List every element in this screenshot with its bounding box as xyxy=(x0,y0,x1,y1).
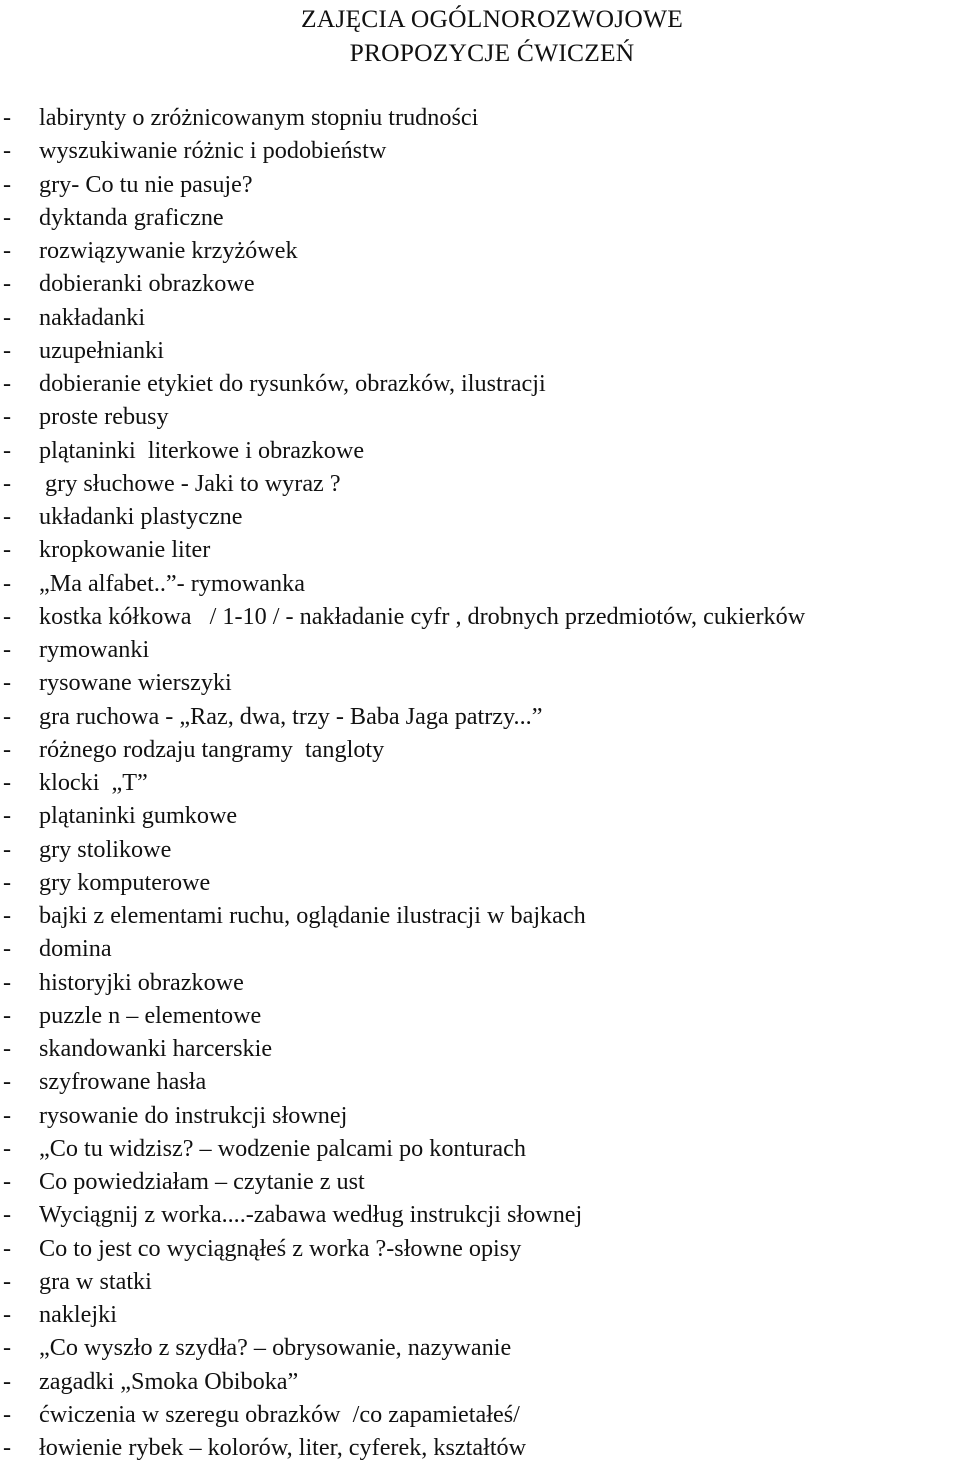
list-item-text: „Co wyszło z szydła? – obrysowanie, nazywanie xyxy=(39,1334,512,1362)
list-item-text: Wyciągnij z worka....-zabawa według instrukcji słownej xyxy=(39,1201,583,1229)
bullet-dash: - xyxy=(3,1301,12,1328)
bullet-dash: - xyxy=(3,835,12,863)
bullet-dash: - xyxy=(3,1367,12,1395)
list-item-text: układanki plastyczne xyxy=(39,503,243,530)
bullet-dash: - xyxy=(3,569,12,597)
bullet-dash: - xyxy=(3,1267,12,1295)
exercise-list xyxy=(0,101,960,1464)
bullet-dash: - xyxy=(3,270,12,298)
list-item xyxy=(0,1165,960,1198)
bullet-dash: - xyxy=(3,935,12,963)
bullet-dash: - xyxy=(3,968,12,996)
list-item-text: zagadki „Smoka Obiboka” xyxy=(39,1367,299,1395)
bullet-dash: - xyxy=(3,203,12,231)
list-item xyxy=(0,1431,960,1464)
list-item-text: labirynty o zróżnicowanym stopniu trudności xyxy=(39,104,479,131)
list-item-text: „Ma alfabet..”- rymowanka xyxy=(39,569,305,597)
list-item xyxy=(0,1331,960,1364)
list-item-text: rozwiązywanie krzyżówek xyxy=(39,237,298,264)
bullet-dash: - xyxy=(3,636,12,663)
list-item-text: rysowanie do instrukcji słownej xyxy=(39,1101,348,1129)
list-item-text: skandowanki harcerskie xyxy=(39,1035,273,1062)
bullet-dash: - xyxy=(3,137,12,165)
bullet-dash: - xyxy=(3,104,12,131)
bullet-dash: - xyxy=(3,1400,12,1428)
bullet-dash: - xyxy=(3,1001,12,1029)
bullet-dash: - xyxy=(3,503,12,530)
list-item xyxy=(0,400,960,433)
list-item-text: Co powiedziałam – czytanie z ust xyxy=(39,1168,365,1195)
list-item-text: gry słuchowe - Jaki to wyraz ? xyxy=(39,469,341,497)
bullet-dash: - xyxy=(3,170,12,198)
list-item-text: gra w statki xyxy=(39,1267,152,1295)
list-item xyxy=(0,267,960,300)
list-item xyxy=(0,966,960,999)
list-item xyxy=(0,334,960,367)
bullet-dash: - xyxy=(3,868,12,896)
list-item-text: puzzle n – elementowe xyxy=(39,1001,262,1029)
bullet-dash: - xyxy=(3,469,12,497)
list-item xyxy=(0,301,960,334)
list-item xyxy=(0,467,960,500)
list-item-text: wyszukiwanie różnic i podobieństw xyxy=(39,137,387,165)
list-item-text: gry- Co tu nie pasuje? xyxy=(39,170,253,198)
list-item xyxy=(0,168,960,201)
bullet-dash: - xyxy=(3,669,12,697)
list-item-text: różnego rodzaju tangramy tangloty xyxy=(39,735,385,763)
list-item-text: „Co tu widzisz? – wodzenie palcami po konturach xyxy=(39,1134,526,1162)
list-item-text: gry komputerowe xyxy=(39,868,211,896)
list-item-text: proste rebusy xyxy=(39,403,169,431)
list-item xyxy=(0,833,960,866)
list-item xyxy=(0,1398,960,1431)
bullet-dash: - xyxy=(3,1068,12,1096)
list-item xyxy=(0,1099,960,1132)
list-item-text: rymowanki xyxy=(39,636,150,663)
bullet-dash: - xyxy=(3,735,12,763)
list-item-text: kostka kółkowa / 1-10 / - nakładanie cyfr , drobnych przedmiotów, cukierków xyxy=(39,602,806,630)
bullet-dash: - xyxy=(3,602,12,630)
list-item-text: gry stolikowe xyxy=(39,835,172,863)
bullet-dash: - xyxy=(3,536,12,564)
list-item xyxy=(0,799,960,832)
bullet-dash: - xyxy=(3,1201,12,1229)
list-item xyxy=(0,500,960,533)
bullet-dash: - xyxy=(3,370,12,397)
list-item xyxy=(0,533,960,566)
list-item-text: plątaninki gumkowe xyxy=(39,802,238,830)
list-item-text: historyjki obrazkowe xyxy=(39,968,244,996)
list-item xyxy=(0,600,960,633)
list-item-text: Co to jest co wyciągnąłeś z worka ?-słowne opisy xyxy=(39,1234,522,1262)
list-item-text: uzupełnianki xyxy=(39,336,164,364)
list-item xyxy=(0,101,960,134)
list-item-text: dobieranie etykiet do rysunków, obrazków, ilustracji xyxy=(39,370,546,397)
page-subtitle: PROPOZYCJE ĆWICZEŃ xyxy=(349,38,635,67)
bullet-dash: - xyxy=(3,1434,12,1461)
list-item-text: plątaninki literkowe i obrazkowe xyxy=(39,436,365,464)
list-item xyxy=(0,766,960,799)
list-item xyxy=(0,999,960,1032)
page-title: ZAJĘCIA OGÓLNOROZWOJOWE xyxy=(300,4,684,33)
bullet-dash: - xyxy=(3,436,12,464)
list-item xyxy=(0,1198,960,1231)
list-item xyxy=(0,1232,960,1265)
list-item xyxy=(0,234,960,267)
bullet-dash: - xyxy=(3,702,12,730)
bullet-dash: - xyxy=(3,237,12,264)
bullet-dash: - xyxy=(3,303,12,331)
list-item xyxy=(0,1065,960,1098)
list-item xyxy=(0,1265,960,1298)
list-item xyxy=(0,134,960,167)
list-item xyxy=(0,899,960,932)
list-item xyxy=(0,1365,960,1398)
list-item-text: szyfrowane hasła xyxy=(39,1068,207,1096)
bullet-dash: - xyxy=(3,1168,12,1195)
list-item-text: gra ruchowa - „Raz, dwa, trzy - Baba Jaga patrzy...” xyxy=(39,702,543,730)
list-item-text: łowienie rybek – kolorów, liter, cyferek, kształtów xyxy=(39,1434,527,1461)
list-item xyxy=(0,367,960,400)
bullet-dash: - xyxy=(3,1234,12,1262)
list-item-text: ćwiczenia w szeregu obrazków /co zapamietałeś/ xyxy=(39,1400,520,1428)
list-item xyxy=(0,567,960,600)
list-item-text: naklejki xyxy=(39,1301,117,1328)
bullet-dash: - xyxy=(3,802,12,830)
list-item xyxy=(0,733,960,766)
list-item xyxy=(0,866,960,899)
list-item xyxy=(0,1032,960,1065)
list-item xyxy=(0,932,960,965)
list-item-text: rysowane wierszyki xyxy=(39,669,232,697)
list-item-text: kropkowanie liter xyxy=(39,536,211,564)
bullet-dash: - xyxy=(3,902,12,929)
list-item xyxy=(0,434,960,467)
list-item-text: dyktanda graficzne xyxy=(39,203,224,231)
list-item xyxy=(0,666,960,699)
list-item-text: nakładanki xyxy=(39,303,146,331)
list-item xyxy=(0,201,960,234)
list-item-text: bajki z elementami ruchu, oglądanie ilustracji w bajkach xyxy=(39,902,586,929)
bullet-dash: - xyxy=(3,1334,12,1362)
bullet-dash: - xyxy=(3,1101,12,1129)
list-item-text: dobieranki obrazkowe xyxy=(39,270,255,298)
bullet-dash: - xyxy=(3,769,12,796)
list-item xyxy=(0,633,960,666)
bullet-dash: - xyxy=(3,336,12,364)
bullet-dash: - xyxy=(3,1035,12,1062)
list-item-text: domina xyxy=(39,935,112,963)
bullet-dash: - xyxy=(3,403,12,431)
bullet-dash: - xyxy=(3,1134,12,1162)
list-item xyxy=(0,700,960,733)
list-item xyxy=(0,1298,960,1331)
list-item xyxy=(0,1132,960,1165)
list-item-text: klocki „T” xyxy=(39,769,148,796)
